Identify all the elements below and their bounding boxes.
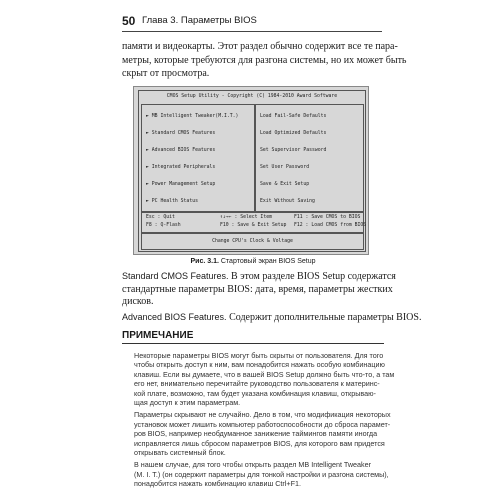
- bios-status-text: Change CPU's Clock & Voltage: [212, 239, 293, 244]
- bios-left-menu: [141, 104, 255, 212]
- term-advanced-bios: Advanced BIOS Features.: [122, 312, 227, 322]
- intro-paragraph: [122, 40, 407, 81]
- text-line: понадобится нажать комбинацию клавиш Ctrl+F1.: [134, 479, 301, 489]
- bios-frame: [138, 90, 366, 252]
- page-header: [122, 14, 382, 28]
- bios-menu-item-exit: Exit Without Saving: [260, 199, 315, 204]
- bios-menu-item-save-exit: Save & Exit Setup: [260, 182, 310, 187]
- text-line: скрыт от просмотра.: [122, 68, 210, 79]
- text-line: ров BIOS, например необдуманное занижение таймингов памяти иногда: [134, 429, 378, 439]
- bios-screenshot: [133, 86, 369, 255]
- bios-menu-item-standard: ► Standard CMOS Features: [146, 131, 216, 136]
- key-qflash: F8 : Q-Flash: [146, 223, 181, 228]
- bios-menu-item-integrated: ► Integrated Peripherals: [146, 165, 216, 170]
- bios-title: CMOS Setup Utility - Copyright (C) 1984-2010 Award Software: [166, 94, 338, 99]
- bios-status-bar: [141, 233, 364, 250]
- bios-menu-item-user-password: Set User Password: [260, 165, 310, 170]
- key-quit: Esc : Quit: [146, 215, 175, 220]
- page-number: 50: [122, 14, 136, 28]
- header-rule: [122, 31, 382, 32]
- text-line: (M. I. T.) (он содержит параметры для тонкой настройки и разгона системы),: [134, 469, 389, 479]
- key-save-cmos: F11 : Save CMOS to BIOS: [294, 215, 361, 220]
- text-line: установок может лишить компьютер работоспособности до сброса парамет-: [134, 419, 391, 429]
- text-line: клавиш. Если вы думаете, что в вашей BIOS Setup должно быть что-то, а там: [134, 369, 395, 379]
- text-line: щая доступ к этим параметрам.: [134, 398, 241, 408]
- bios-right-menu: [255, 104, 364, 212]
- chapter-title: Глава 3. Параметры BIOS: [142, 15, 257, 26]
- text-line: его нет, внимательно перечитайте руководство пользователя к материнс-: [134, 379, 380, 389]
- standard-cmos-paragraph: [122, 270, 396, 309]
- text-line: кой плате, возможно, там будет указана комбинация клавиш, открываю-: [134, 388, 376, 398]
- note-heading: ПРИМЕЧАНИЕ: [122, 330, 194, 341]
- bios-menu-item-failsafe: Load Fail-Safe Defaults: [260, 114, 327, 119]
- text-line: В этом разделе BIOS Setup содержатся: [228, 271, 396, 282]
- text-line: исправляется лишь сбросом параметров BIOS, для которого вам придется: [134, 438, 385, 448]
- bios-key-legend: [141, 212, 367, 233]
- note-rule: [122, 343, 384, 344]
- caption-text: Стартовый экран BIOS Setup: [220, 258, 316, 265]
- figure-caption: [122, 258, 384, 265]
- text-line: стандартные параметры BIOS: дата, время, параметры жестких: [122, 283, 393, 295]
- text-line: Содержит дополнительные параметры BIOS.: [226, 312, 422, 323]
- term-standard-cmos: Standard CMOS Features.: [122, 271, 229, 281]
- text-line: В нашем случае, для того чтобы открыть раздел MB Intelligent Tweaker: [134, 460, 371, 470]
- bios-menu-item-health: ► PC Health Status: [146, 199, 198, 204]
- text-line: чтобы открыть доступ к ним, вам понадобится нажать особую комбинацию: [134, 360, 385, 370]
- text-line: метры, которые требуются для разгона системы, но их может быть: [122, 54, 407, 66]
- text-line: Параметры скрывают не случайно. Дело в том, что модификация некоторых: [134, 410, 391, 420]
- text-line: памяти и видеокарты. Этот раздел обычно содержит все те пара-: [122, 41, 398, 52]
- advanced-bios-paragraph: [122, 311, 422, 325]
- bios-menu-item-optimized: Load Optimized Defaults: [260, 131, 327, 136]
- caption-label: Рис. 3.1.: [190, 258, 219, 265]
- text-line: дисков.: [122, 296, 154, 307]
- text-line: Некоторые параметры BIOS могут быть скрыты от пользователя. Для того: [134, 351, 384, 360]
- key-select: ↑↓→← : Select Item: [220, 215, 272, 220]
- note-body: [134, 348, 395, 492]
- bios-menu-item-advanced: ► Advanced BIOS Features: [146, 148, 216, 153]
- key-load-cmos: F12 : Load CMOS from BIOS: [294, 223, 367, 228]
- key-save-exit: F10 : Save & Exit Setup: [220, 223, 287, 228]
- text-line: открывать системный блок.: [134, 448, 226, 458]
- bios-menu-item-supervisor: Set Supervisor Password: [260, 148, 327, 153]
- bios-menu-item-mit: ► MB Intelligent Tweaker(M.I.T.): [146, 114, 239, 119]
- bios-menu-item-power: ► Power Management Setup: [146, 182, 216, 187]
